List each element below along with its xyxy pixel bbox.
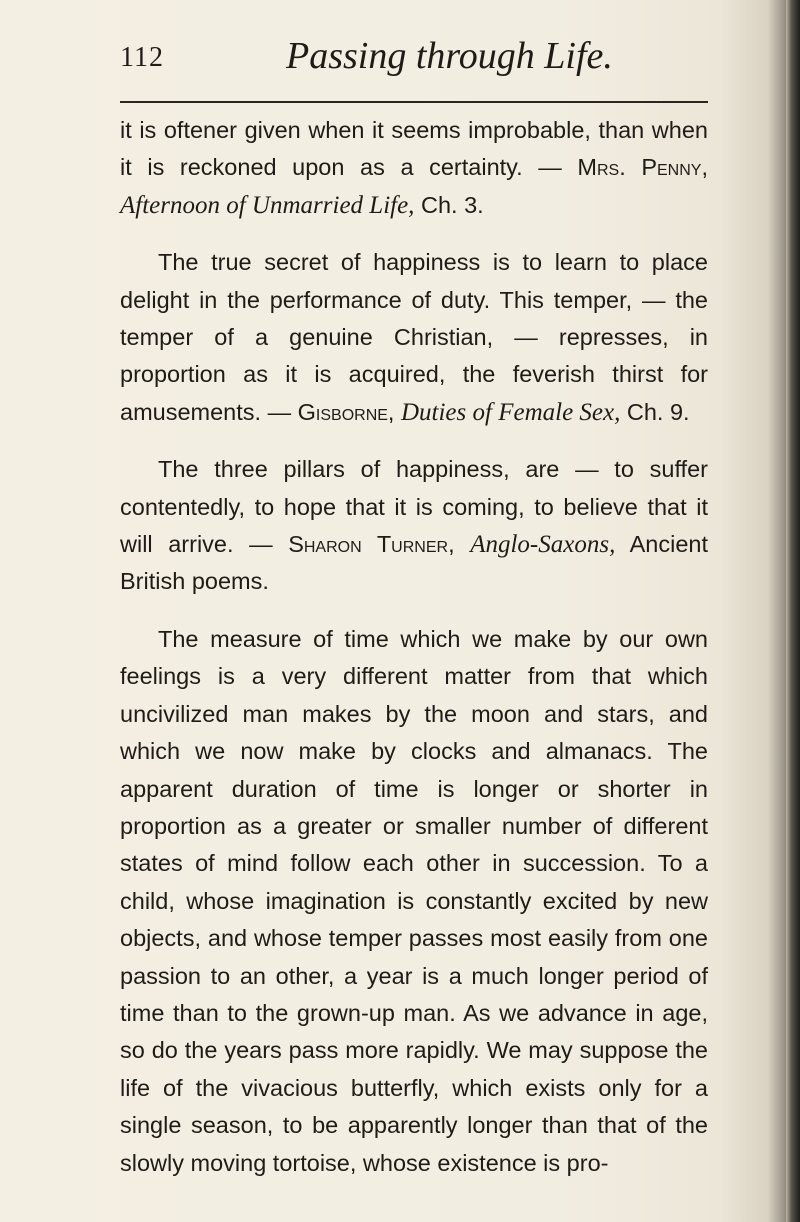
quote-source-chapter: Ch. 3. bbox=[414, 191, 484, 218]
running-title: Passing through Life. bbox=[286, 35, 613, 77]
quote-source-chapter: Ch. 9. bbox=[620, 398, 690, 425]
quote-source-title: Afternoon of Unmarried Life, bbox=[120, 191, 415, 219]
paragraph-continuation bbox=[120, 112, 708, 224]
quote-source-title: Anglo-Saxons, bbox=[470, 531, 616, 559]
quote-author: Sharon Turner, bbox=[288, 531, 455, 558]
header-rule bbox=[120, 101, 708, 103]
running-head bbox=[120, 34, 708, 94]
paragraph-text: The measure of time which we make by our own feelings is a very different matter from that which uncivilized man makes by the moon and stars, and which we now make by clocks and almanacs. The apparent duration of time is longer or shorter in proportion as a greater or smaller number of different states of mind follow each other in succession. To a child, whose imagination is constantly excited by new objects, and whose temper passes most easily from one passion to an other, a year is a much longer period of time than to the grown-up man. As we advance in age, so do the years pass more rapidly. We may suppose the life of the vivacious butterfly, which exists only for a single season, to be apparently longer than that of the slowly moving tortoise, whose existence is pro- bbox=[120, 625, 708, 1176]
quote-source-title: Duties of Female Sex, bbox=[400, 398, 621, 426]
page-binding-edge bbox=[786, 0, 800, 1222]
quote-text: The true secret of happiness is to learn to place delight in the performance of duty. This temper, — the temper of a genuine Christian, — represses, in proportion as it is acquired, the feverish thirst for amusements. — bbox=[120, 249, 708, 425]
quote-text: it is oftener given when it seems improbable, than when it is reckoned upon as a certainty. — bbox=[120, 117, 708, 181]
quote-author: Mrs. Penny, bbox=[577, 154, 708, 181]
body-text bbox=[120, 112, 708, 1182]
paragraph-body bbox=[120, 621, 708, 1182]
quote-source-chapter: Ancient British poems. bbox=[120, 531, 709, 595]
paragraph-quote bbox=[120, 451, 708, 601]
quote-author: Gisborne, bbox=[297, 398, 395, 425]
page-number: 112 bbox=[120, 42, 164, 73]
paragraph-quote bbox=[120, 244, 708, 431]
quote-text: The three pillars of happiness, are — to suffer contentedly, to hope that it is coming, to believe that it will arrive. — bbox=[120, 456, 708, 558]
